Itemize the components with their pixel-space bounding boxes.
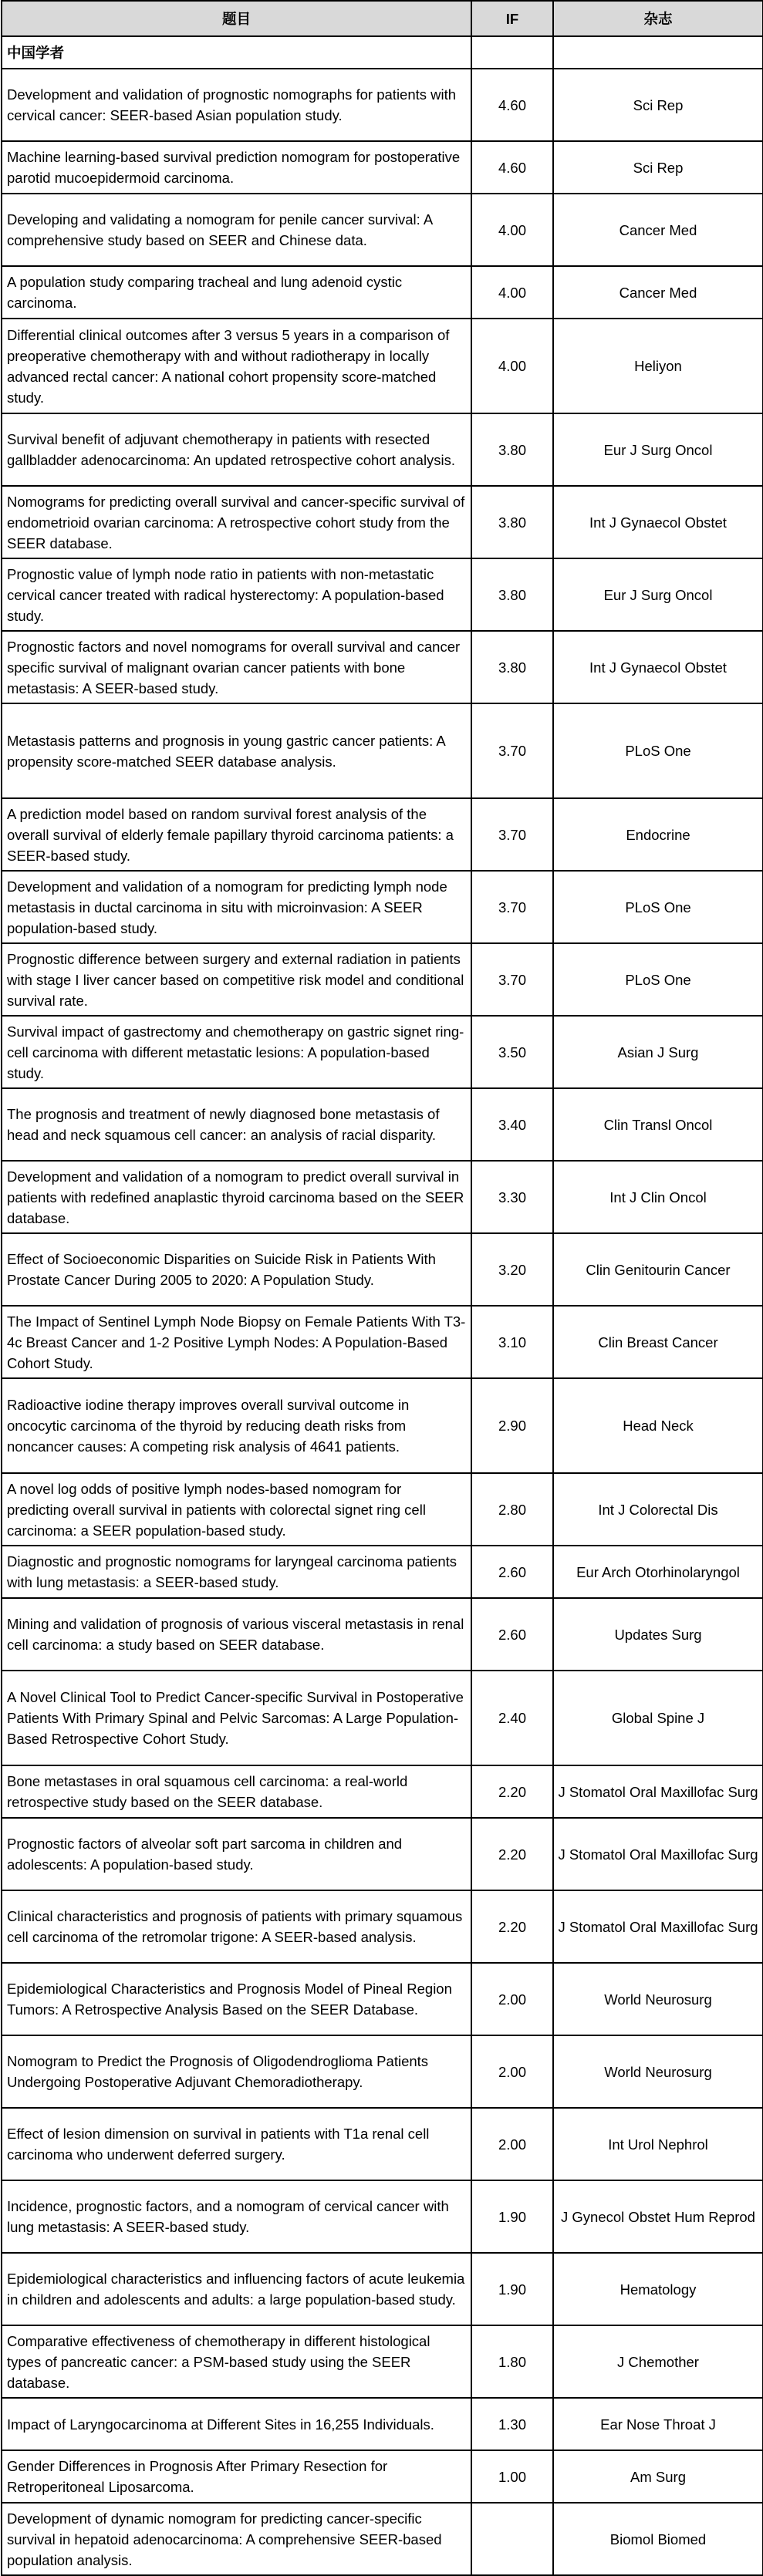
header-journal: 杂志: [553, 1, 763, 36]
article-title: Clinical characteristics and prognosis of patients with primary squamous cell carcinoma of the retromolar trigone: A SEER-based analysis.: [2, 1890, 471, 1963]
article-title: Bone metastases in oral squamous cell carcinoma: a real-world retrospective study based on the SEER database.: [2, 1765, 471, 1818]
table-row: [2, 1378, 763, 1473]
journal-name: World Neurosurg: [553, 1963, 763, 2035]
table-row: [2, 486, 763, 558]
table-row: [2, 319, 763, 413]
impact-factor: 3.30: [471, 1161, 553, 1233]
impact-factor: 2.40: [471, 1671, 553, 1765]
impact-factor: 3.80: [471, 486, 553, 558]
table-row: [2, 2180, 763, 2253]
journal-name: Int J Clin Oncol: [553, 1161, 763, 1233]
table-row: [2, 703, 763, 798]
header-row: [2, 1, 763, 36]
article-title: Comparative effectiveness of chemotherapy in different histological types of pancreatic cancer: a PSM-based study using the SEER database.: [2, 2325, 471, 2398]
article-title: A population study comparing tracheal and lung adenoid cystic carcinoma.: [2, 266, 471, 319]
impact-factor: 4.60: [471, 69, 553, 141]
impact-factor: 1.00: [471, 2450, 553, 2503]
impact-factor: 2.60: [471, 1598, 553, 1671]
impact-factor: 2.60: [471, 1546, 553, 1598]
journal-name: World Neurosurg: [553, 2035, 763, 2108]
header-if: IF: [471, 1, 553, 36]
table-row: [2, 2108, 763, 2180]
header-title: 题目: [2, 1, 471, 36]
section-empty-journal: [553, 36, 763, 69]
table-row: [2, 2398, 763, 2450]
article-title: Machine learning-based survival prediction nomogram for postoperative parotid mucoepidermoid carcinoma.: [2, 141, 471, 194]
article-title: Nomogram to Predict the Prognosis of Oligodendroglioma Patients Undergoing Postoperative Adjuvant Chemoradiotherapy.: [2, 2035, 471, 2108]
journal-name: Int J Gynaecol Obstet: [553, 486, 763, 558]
journal-name: J Stomatol Oral Maxillofac Surg: [553, 1890, 763, 1963]
article-title: Survival benefit of adjuvant chemotherapy in patients with resected gallbladder adenocarcinoma: An updated retrospective cohort analysis.: [2, 413, 471, 486]
impact-factor: 4.00: [471, 266, 553, 319]
impact-factor: 1.90: [471, 2180, 553, 2253]
table-row: [2, 1598, 763, 1671]
impact-factor: 1.90: [471, 2253, 553, 2325]
table-row: [2, 1671, 763, 1765]
journal-name: J Stomatol Oral Maxillofac Surg: [553, 1765, 763, 1818]
article-title: A novel log odds of positive lymph nodes-based nomogram for predicting overall survival in patients with colorectal signet ring cell carcinoma: a SEER population-based study.: [2, 1473, 471, 1546]
article-title: Incidence, prognostic factors, and a nomogram of cervical cancer with lung metastasis: A SEER-based study.: [2, 2180, 471, 2253]
journal-name: Hematology: [553, 2253, 763, 2325]
table-row: [2, 1306, 763, 1378]
table-row: [2, 2450, 763, 2503]
journal-name: J Chemother: [553, 2325, 763, 2398]
table-row: [2, 558, 763, 631]
table-row: [2, 2503, 763, 2575]
table-row: [2, 871, 763, 943]
impact-factor: 3.40: [471, 1088, 553, 1161]
table-row: [2, 194, 763, 266]
impact-factor: 2.20: [471, 1890, 553, 1963]
impact-factor: 2.90: [471, 1378, 553, 1473]
article-title: Prognostic factors of alveolar soft part sarcoma in children and adolescents: A population-based study.: [2, 1818, 471, 1890]
table-row: [2, 2253, 763, 2325]
impact-factor: 2.00: [471, 1963, 553, 2035]
section-empty-if: [471, 36, 553, 69]
impact-factor: 4.00: [471, 319, 553, 413]
article-title: Effect of lesion dimension on survival in patients with T1a renal cell carcinoma who underwent deferred surgery.: [2, 2108, 471, 2180]
table-row: [2, 2325, 763, 2398]
table-body: [2, 36, 763, 2575]
journal-name: PLoS One: [553, 871, 763, 943]
impact-factor: 3.50: [471, 1016, 553, 1088]
impact-factor: 4.00: [471, 194, 553, 266]
article-title: Differential clinical outcomes after 3 versus 5 years in a comparison of preoperative chemotherapy with and without radiotherapy in locally advanced rectal cancer: A national cohort propensity score-matched study.: [2, 319, 471, 413]
article-title: Survival impact of gastrectomy and chemotherapy on gastric signet ring-cell carcinoma with different metastatic lesions: A population-based study.: [2, 1016, 471, 1088]
article-title: Radioactive iodine therapy improves overall survival outcome in oncocytic carcinoma of the thyroid by reducing death risks from noncancer causes: A competing risk analysis of 4641 patients.: [2, 1378, 471, 1473]
journal-name: Int J Colorectal Dis: [553, 1473, 763, 1546]
table-row: [2, 943, 763, 1016]
journal-name: PLoS One: [553, 703, 763, 798]
table-row: [2, 1016, 763, 1088]
journal-name: J Gynecol Obstet Hum Reprod: [553, 2180, 763, 2253]
impact-factor: 3.80: [471, 558, 553, 631]
journal-name: Eur J Surg Oncol: [553, 413, 763, 486]
article-title: Development and validation of a nomogram for predicting lymph node metastasis in ductal carcinoma in situ with microinvasion: A SEER population-based study.: [2, 871, 471, 943]
table-row: [2, 2035, 763, 2108]
article-title: A prediction model based on random survival forest analysis of the overall survival of elderly female papillary thyroid carcinoma patients: a SEER-based study.: [2, 798, 471, 871]
article-title: A Novel Clinical Tool to Predict Cancer-specific Survival in Postoperative Patients With Primary Spinal and Pelvic Sarcomas: A Large Population-Based Retrospective Cohort Study.: [2, 1671, 471, 1765]
article-title: Development and validation of prognostic nomographs for patients with cervical cancer: SEER-based Asian population study.: [2, 69, 471, 141]
impact-factor: 3.20: [471, 1233, 553, 1306]
impact-factor: 2.20: [471, 1818, 553, 1890]
impact-factor: [471, 2503, 553, 2575]
table-row: [2, 1473, 763, 1546]
impact-factor: 2.00: [471, 2035, 553, 2108]
journal-name: PLoS One: [553, 943, 763, 1016]
article-title: Epidemiological Characteristics and Prognosis Model of Pineal Region Tumors: A Retrospective Analysis Based on the SEER Database.: [2, 1963, 471, 2035]
table-row: [2, 266, 763, 319]
journal-name: Cancer Med: [553, 266, 763, 319]
table-row: [2, 413, 763, 486]
journal-name: Sci Rep: [553, 141, 763, 194]
impact-factor: 3.10: [471, 1306, 553, 1378]
journal-name: Clin Breast Cancer: [553, 1306, 763, 1378]
article-title: Gender Differences in Prognosis After Primary Resection for Retroperitoneal Liposarcoma.: [2, 2450, 471, 2503]
table-row: [2, 1963, 763, 2035]
article-title: Diagnostic and prognostic nomograms for laryngeal carcinoma patients with lung metastasis: a SEER-based study.: [2, 1546, 471, 1598]
impact-factor: 1.30: [471, 2398, 553, 2450]
journal-name: Biomol Biomed: [553, 2503, 763, 2575]
article-title: Epidemiological characteristics and influencing factors of acute leukemia in children and adolescents and adults: a large population-based study.: [2, 2253, 471, 2325]
article-title: The Impact of Sentinel Lymph Node Biopsy on Female Patients With T3-4c Breast Cancer and 1-2 Positive Lymph Nodes: A Population-Based Cohort Study.: [2, 1306, 471, 1378]
section-label: 中国学者: [2, 36, 471, 69]
article-title: Development of dynamic nomogram for predicting cancer-specific survival in hepatoid adenocarcinoma: A comprehensive SEER-based population analysis.: [2, 2503, 471, 2575]
article-title: Impact of Laryngocarcinoma at Different Sites in 16,255 Individuals.: [2, 2398, 471, 2450]
journal-name: Eur J Surg Oncol: [553, 558, 763, 631]
table-row: [2, 141, 763, 194]
journal-name: Clin Genitourin Cancer: [553, 1233, 763, 1306]
journal-name: Endocrine: [553, 798, 763, 871]
journal-name: Int Urol Nephrol: [553, 2108, 763, 2180]
table-row: [2, 1161, 763, 1233]
table-row: [2, 798, 763, 871]
article-title: Metastasis patterns and prognosis in young gastric cancer patients: A propensity score-matched SEER database analysis.: [2, 703, 471, 798]
article-title: Mining and validation of prognosis of various visceral metastasis in renal cell carcinoma: a study based on SEER database.: [2, 1598, 471, 1671]
impact-factor: 3.70: [471, 703, 553, 798]
impact-factor: 2.80: [471, 1473, 553, 1546]
impact-factor: 3.70: [471, 871, 553, 943]
article-title: Nomograms for predicting overall survival and cancer-specific survival of endometrioid ovarian carcinoma: A retrospective cohort study from the SEER database.: [2, 486, 471, 558]
article-title: Prognostic difference between surgery and external radiation in patients with stage I liver cancer based on competitive risk model and conditional survival rate.: [2, 943, 471, 1016]
impact-factor: 3.80: [471, 413, 553, 486]
table-row: [2, 1088, 763, 1161]
impact-factor: 4.60: [471, 141, 553, 194]
article-title: The prognosis and treatment of newly diagnosed bone metastasis of head and neck squamous cell cancer: an analysis of racial disparity.: [2, 1088, 471, 1161]
article-title: Effect of Socioeconomic Disparities on Suicide Risk in Patients With Prostate Cancer During 2005 to 2020: A Population Study.: [2, 1233, 471, 1306]
table-row: [2, 1546, 763, 1598]
journal-name: Clin Transl Oncol: [553, 1088, 763, 1161]
table-row: [2, 1818, 763, 1890]
article-title: Prognostic value of lymph node ratio in patients with non-metastatic cervical cancer treated with radical hysterectomy: A population-based study.: [2, 558, 471, 631]
impact-factor: 3.70: [471, 798, 553, 871]
articles-table: [1, 0, 763, 2576]
journal-name: Heliyon: [553, 319, 763, 413]
journal-name: Asian J Surg: [553, 1016, 763, 1088]
table-row: [2, 1765, 763, 1818]
article-title: Developing and validating a nomogram for penile cancer survival: A comprehensive study based on SEER and Chinese data.: [2, 194, 471, 266]
table-row: [2, 69, 763, 141]
journal-name: Am Surg: [553, 2450, 763, 2503]
impact-factor: 1.80: [471, 2325, 553, 2398]
table-row: [2, 1233, 763, 1306]
impact-factor: 3.80: [471, 631, 553, 703]
journal-name: Eur Arch Otorhinolaryngol: [553, 1546, 763, 1598]
journal-name: Global Spine J: [553, 1671, 763, 1765]
journal-name: Int J Gynaecol Obstet: [553, 631, 763, 703]
section-row: [2, 36, 763, 69]
impact-factor: 3.70: [471, 943, 553, 1016]
journal-name: J Stomatol Oral Maxillofac Surg: [553, 1818, 763, 1890]
journal-name: Updates Surg: [553, 1598, 763, 1671]
table-row: [2, 631, 763, 703]
impact-factor: 2.20: [471, 1765, 553, 1818]
journal-name: Ear Nose Throat J: [553, 2398, 763, 2450]
journal-name: Head Neck: [553, 1378, 763, 1473]
article-title: Development and validation of a nomogram to predict overall survival in patients with redefined anaplastic thyroid carcinoma based on the SEER database.: [2, 1161, 471, 1233]
table-header: [2, 1, 763, 36]
journal-name: Sci Rep: [553, 69, 763, 141]
table-row: [2, 1890, 763, 1963]
impact-factor: 2.00: [471, 2108, 553, 2180]
journal-name: Cancer Med: [553, 194, 763, 266]
article-title: Prognostic factors and novel nomograms for overall survival and cancer specific survival of malignant ovarian cancer patients with bone metastasis: A SEER-based study.: [2, 631, 471, 703]
